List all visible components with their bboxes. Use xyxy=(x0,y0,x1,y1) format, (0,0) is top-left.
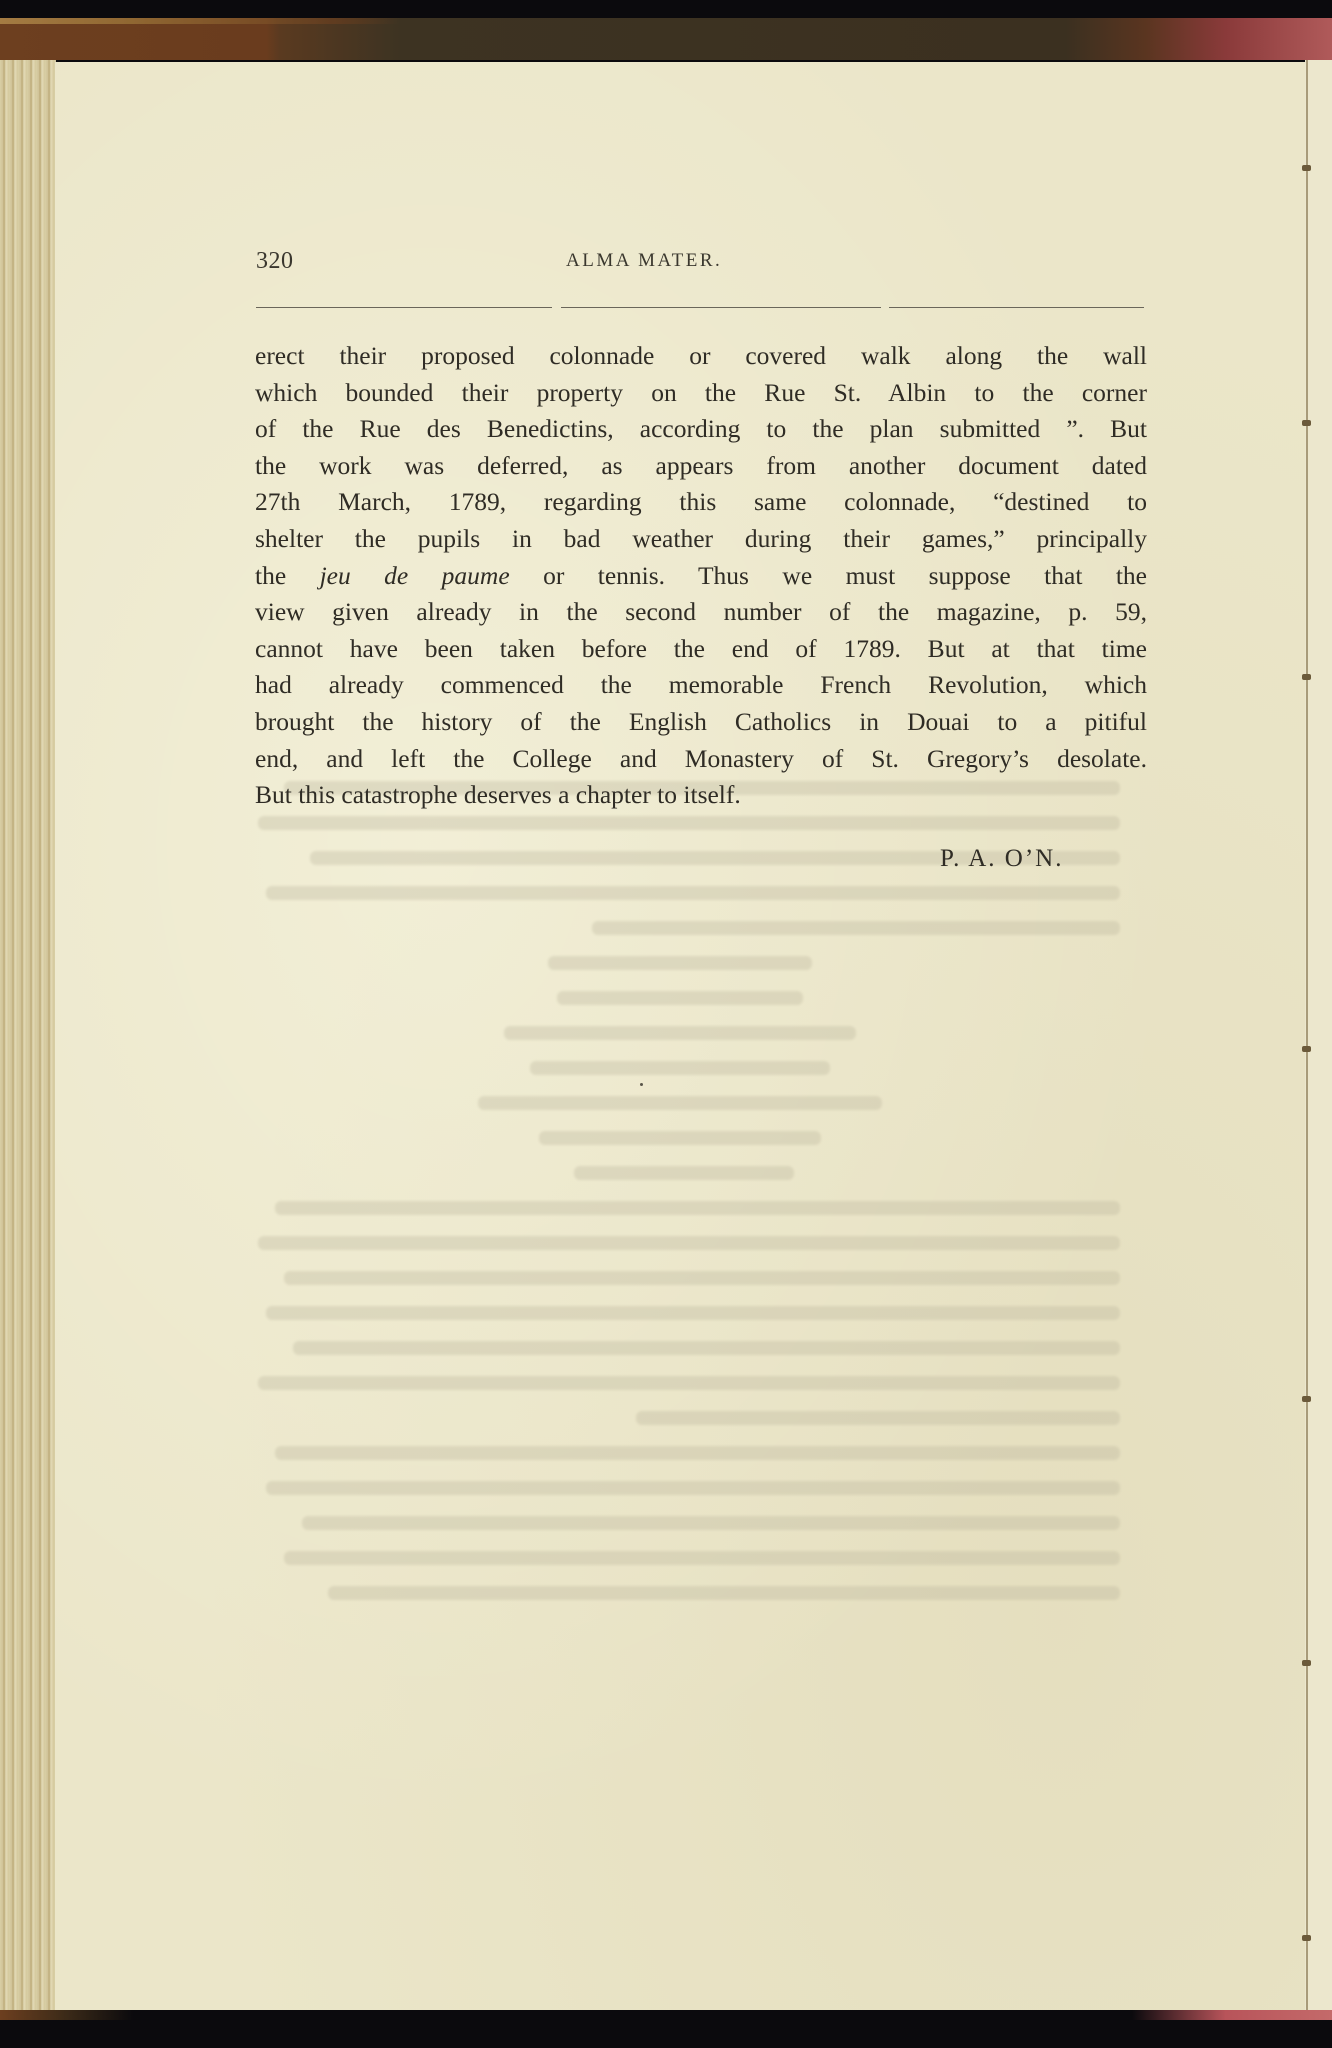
text-line: had already commenced the memorable French Revolution, which xyxy=(255,670,1147,700)
text-segment: or tennis. Thus we must suppose that the xyxy=(509,560,1147,590)
text-line: view given already in the second number of the magazine, p. 59, xyxy=(255,597,1147,627)
header-rule xyxy=(256,307,552,308)
page-number: 320 xyxy=(256,248,294,274)
body-text xyxy=(255,338,1147,814)
binding-thread-mark xyxy=(1302,1396,1311,1402)
text-line: of the Rue des Benedictins, according to the plan submitted ”. But xyxy=(255,414,1147,444)
binding-thread-mark xyxy=(1302,165,1311,171)
text-line: But this catastrophe deserves a chapter to itself. xyxy=(255,780,741,810)
gutter-line xyxy=(1306,60,1308,2010)
text-line: shelter the pupils in bad weather during their games,” principally xyxy=(255,523,1147,553)
text-line: brought the history of the English Catholics in Douai to a pitiful xyxy=(255,706,1147,736)
paper-speck xyxy=(640,1083,643,1086)
text-line: end, and left the College and Monastery of St. Gregory’s desolate. xyxy=(255,743,1147,773)
text-line: which bounded their property on the Rue St. Albin to the corner xyxy=(255,377,1147,407)
header-rule xyxy=(561,307,881,308)
text-line xyxy=(255,558,1147,595)
page-edges xyxy=(0,60,56,2016)
author-signature: P. A. O’N. xyxy=(940,845,1064,872)
binding-thread-mark xyxy=(1302,420,1311,426)
text-line: the work was deferred, as appears from another document dated xyxy=(255,450,1147,480)
text-line: cannot have been taken before the end of 1789. But at that time xyxy=(255,633,1147,663)
binding-thread-mark xyxy=(1302,674,1311,680)
binding-thread-mark xyxy=(1302,1046,1311,1052)
header-rule xyxy=(889,307,1144,308)
text-line: erect their proposed colonnade or covered walk along the wall xyxy=(255,341,1147,370)
text-segment: the xyxy=(255,560,320,590)
running-title: ALMA MATER. xyxy=(566,250,723,271)
facing-page-edge xyxy=(1305,60,1332,2010)
binding-thread-mark xyxy=(1302,1935,1311,1941)
book-binding-top xyxy=(0,18,1332,60)
italic-phrase: jeu de paume xyxy=(319,560,510,590)
binding-thread-mark xyxy=(1302,1660,1311,1666)
text-line: 27th March, 1789, regarding this same colonnade, “destined to xyxy=(255,487,1147,517)
book-binding-bottom xyxy=(0,2010,1332,2020)
